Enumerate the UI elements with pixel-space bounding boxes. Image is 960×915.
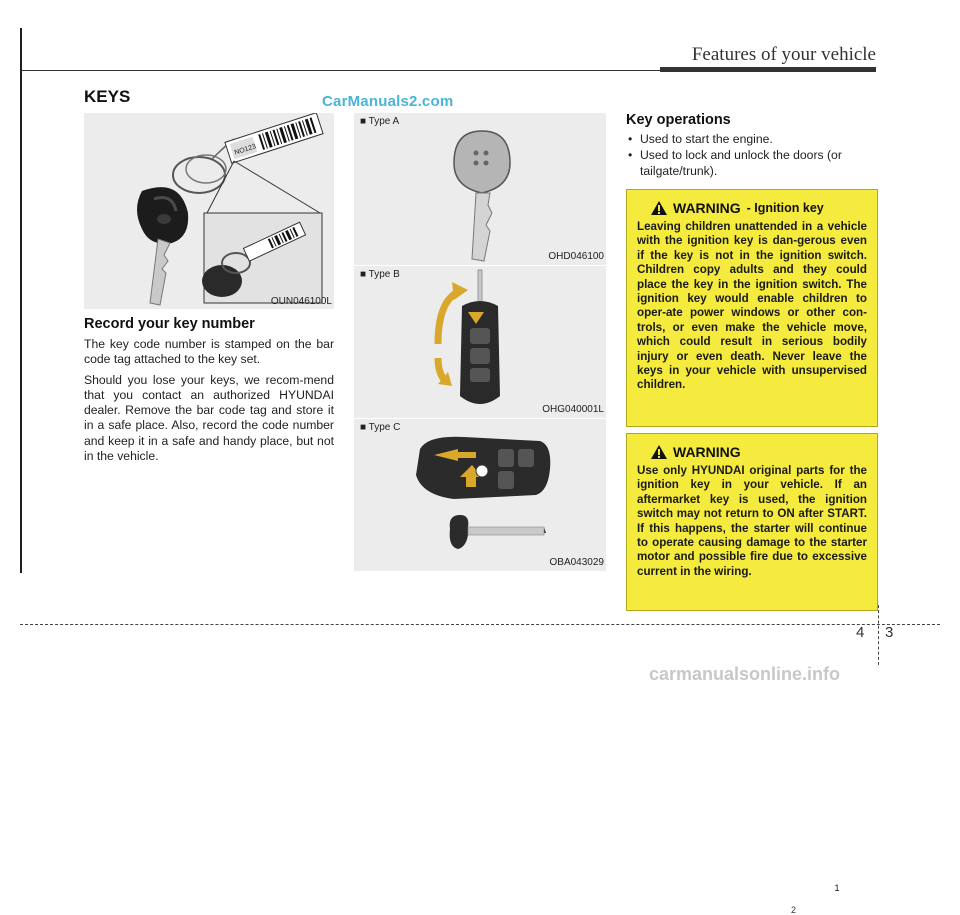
key-tag-number: NO123 <box>233 143 258 157</box>
chapter-number: 4 <box>856 624 865 641</box>
main-key-figure <box>84 113 334 309</box>
section-title: KEYS <box>84 87 131 106</box>
warning-ignition-key-text: Leaving children unattended in a vehicle with the ignition key is dan-gerous even if the key is not in the ignition switch. Children copy adults and they could place the key in the ignition switch. The ignition key would enable children to oper-ate power windows or other con-trols, or even make the vehicle move, which could result in serious bodily injury or even death. Never leave the keys in your vehicle with unsupervised children. <box>637 220 867 392</box>
warning-original-parts-text: Use only HYUNDAI original parts for the ignition key in your vehicle. If an aftermarket key is used, the ignition switch may not return to ON after START. If this happens, the starter will continue to operate causing damage to the starter motor and possible fire due to excessive current in the wiring. <box>637 464 867 578</box>
figure-code-main-key: OUN046100L <box>270 296 332 307</box>
type-c-marker-1: 1 <box>834 883 840 893</box>
site-watermark: carmanualsonline.info <box>649 664 841 684</box>
warning-original-parts-title: WARNING <box>673 444 741 460</box>
type-c-smart-key-illustration <box>354 419 606 571</box>
warning-triangle-icon <box>651 201 667 215</box>
watermark-text: CarManuals2.com <box>322 93 454 110</box>
warning-ignition-key-box <box>626 189 878 427</box>
warning-original-parts-header <box>637 444 867 460</box>
key-operations-item: • Used to start the engine. <box>626 132 878 147</box>
type-c-marker-2: 2 <box>791 905 797 915</box>
warning-ignition-key-title: WARNING <box>673 200 741 216</box>
type-b-figure <box>354 266 606 418</box>
page-header-title: Features of your vehicle <box>691 44 876 65</box>
warning-triangle-icon <box>651 445 667 459</box>
header-rule-accent <box>660 67 876 72</box>
record-key-heading: Record your key number <box>84 316 255 332</box>
footer-dashed-rule <box>20 624 940 625</box>
figure-code-type-a: OHD046100 <box>548 251 604 262</box>
footer-page-divider <box>878 605 879 665</box>
key-operations-heading: Key operations <box>626 112 731 128</box>
page-number: 3 <box>885 624 894 641</box>
warning-original-parts-box <box>626 433 878 611</box>
key-operations-item: • Used to lock and unlock the doors (or tailgate/trunk). <box>626 148 878 179</box>
figure-code-type-b: OHG040001L <box>542 404 604 415</box>
type-a-key-illustration <box>354 113 606 265</box>
key-operations-list <box>626 132 878 180</box>
warning-ignition-key-subtitle: - Ignition key <box>746 201 824 215</box>
record-key-paragraph-1: The key code number is stamped on the bar code tag attached to the key set. <box>84 337 334 367</box>
type-c-label: ■ Type C <box>360 422 401 433</box>
record-key-paragraph-2: Should you lose your keys, we recom-mend that you contact an authorized HYUNDAI dealer. Remove the bar code tag and store it in a safe place. Also, record the code number and keep it in a safe and handy place, but not in the vehicle. <box>84 372 334 464</box>
type-a-figure <box>354 113 606 265</box>
figure-code-type-c: OBA043029 <box>549 557 604 568</box>
type-b-label: ■ Type B <box>360 269 400 280</box>
type-b-flip-key-illustration <box>354 266 606 418</box>
left-margin-line <box>20 28 22 573</box>
type-a-label: ■ Type A <box>360 116 400 127</box>
warning-ignition-key-header <box>637 200 867 216</box>
key-with-tag-illustration <box>84 113 334 309</box>
record-key-body <box>84 337 334 469</box>
